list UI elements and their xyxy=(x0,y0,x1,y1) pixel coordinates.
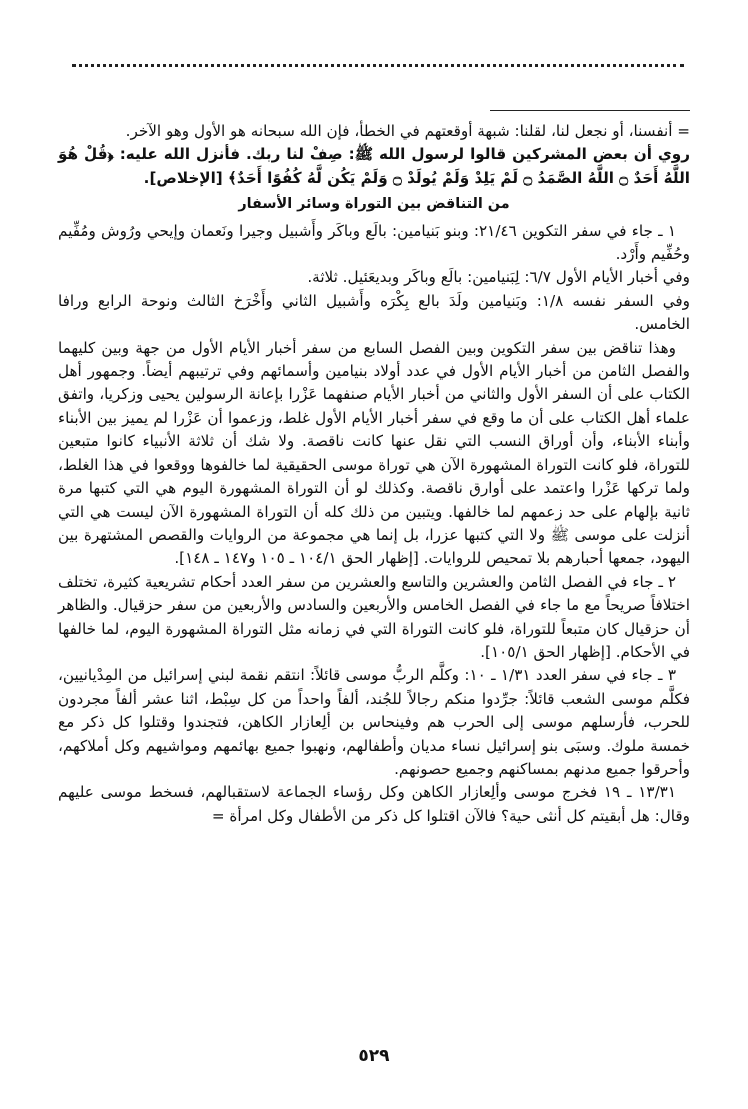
dotted-separator xyxy=(72,64,684,76)
paragraph-7: ١٣/٣١ ـ ١٩ فخرج موسى وألِعازار الكاهن وكل رؤساء الجماعة لاستقبالهم، فسخط موسى عليهم وقال: هل أبقيتم كل أنثى حية؟ فالآن اقتلوا كل ذكر من الأطفال وكل امرأة = xyxy=(58,783,690,825)
paragraph-4: وهذا تناقض بين سفر التكوين وبين الفصل السابع من سفر أخبار الأيام الأول من جهة وبين كليهما والفصل الثامن من أخبار الأيام الأول في عدد أولاد بنيامين وأسمائهم وفي ترتيبهم أيضاً. وجمهور أهل الكتاب على أن السفر الأول والثاني من أخبار الأيام صنفهما عَزْرا بإعانة الرسولين يحيى وزكريا، واتفق علماء أهل الكتاب على أن ما وقع في سفر أخبار الأيام الأول غلط، وزعموا أن عَزْرا لم يميز بين الأبناء وأبناء الأبناء، وأن أوراق النسب التي نقل عنها كانت ناقصة. ولا شك أن ثلاثة الأنبياء كانوا متبعين للتوراة، فلو كانت التوراة المشهورة الآن هي توراة موسى الحقيقية لما خالفوها ووقعوا في هذا الغلط، ولما تركها عَزْرا واعتمد على أوارق ناقصة. وكذلك لو أن التوراة المشهورة اليوم هي التي كتبها مرة ثانية بإلهام على حد زعمهم لما خالفها. ويتبين من ذلك كله أن التوراة المشهورة الآن ليست هي التي أنزلت على موسى ﷺ ولا التي كتبها عزرا، بل إنما هي مجموعة من الروايات والقصص المشتهرة بين اليهود، جمعها أحبارهم بلا تمحيص للروايات. [إظهار الحق ١٠٤/١ ـ ١٠٥ و١٤٧ ـ ١٤٨]. xyxy=(58,338,690,568)
footnote-rule xyxy=(490,110,690,111)
paragraph-3: وفي السفر نفسه ١/٨: وبَنيامين ولَدَ بالع بِكْرَه وأَشبيل الثاني وأَخْرَخ الثالث ونوحة الرابع ورافا الخامس. xyxy=(58,291,690,334)
footnote-line-2: روي أن بعض المشركين قالوا لرسول الله ﷺ: صِفْ لنا ربك. فأنزل الله عليه: ﴿قُلْ هُوَ اللَّهُ أَحَدٌ ۝ اللَّهُ الصَّمَدُ ۝ لَمْ يَلِدْ وَلَمْ يُولَدْ ۝ وَلَمْ يَكُن لَّهُ كُفُوًا أَحَدٌ﴾ [الإخلاص]. xyxy=(58,145,690,187)
paragraph-6: ٣ ـ جاء في سفر العدد ١/٣١ ـ ١٠: وكلَّم الربُّ موسى قائلاً: انتقم نقمة لبني إسرائيل من المِدْيانيين، فكلَّم موسى الشعب قائلاً: جرِّدوا منكم رجالاً للجُند، ألفاً واحداً من كل سِبْط، اثنا عشر ألفاً مجردون للحرب، فأرسلهم موسى إلى الحرب هم وفينحاس بن ألِعازار الكاهن، فتجندوا وقتلوا كل ذكر مع خمسة ملوك. وسبَى بنو إسرائيل نساء مديان وأطفالهم، ونهبوا جميع بهائمهم ومواشيهم وكل أملاكهم، وأحرقوا جميع مدنهم بمساكنهم وجميع حصونهم. xyxy=(58,666,690,778)
paragraph-5: ٢ ـ جاء في الفصل الثامن والعشرين والتاسع والعشرين من سفر العدد أحكام تشريعية كثيرة، تختلف اختلافاً صريحاً مع ما جاء في الفصل الخامس والأربعين والسادس والأربعين من سفر حزقيال. والظاهر أن حزقيال كان متبعاً للتوراة، فلو كانت التوراة التي في زمانه مثل التوراة المشهورة اليوم، لما خالفها في الأحكام. [إظهار الحق ١٠٥/١]. xyxy=(58,572,690,661)
page-number: ٥٢٩ xyxy=(358,1046,390,1066)
paragraph-1: ١ ـ جاء في سفر التكوين ٢١/٤٦: وبنو بَنيامين: بالَع وباكَر وأَشبيل وجيرا ونَعمان وإيحي ورُوش ومُفِّيم وحُفِّيم وأَرْد. xyxy=(58,221,690,264)
footnote-line-1: = أنفسنا، أو نجعل لنا، لقلنا: شبهة أوقعتهم في الخطأ، فإن الله سبحانه هو الأول وهو الآخر. xyxy=(125,122,690,140)
section-heading: من التناقض بين التوراة وسائر الأسفار xyxy=(238,196,510,213)
page-body xyxy=(58,120,690,828)
paragraph-2: وفي أخبار الأيام الأول ٦/٧: لِبَنيامين: بالَع وباكَر وبديعَئيل. ثلاثة. xyxy=(307,268,690,287)
